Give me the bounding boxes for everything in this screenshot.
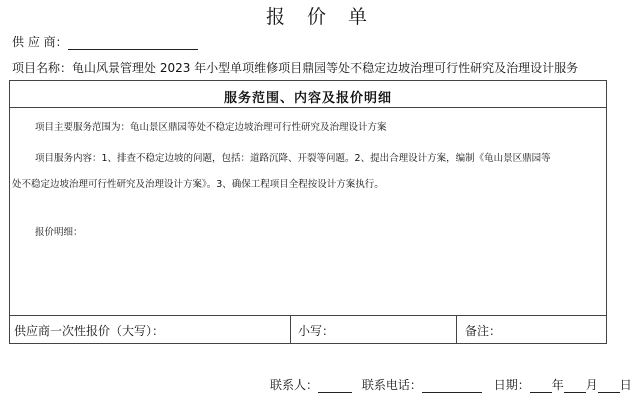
month-field[interactable] bbox=[564, 379, 586, 393]
year-field[interactable] bbox=[530, 379, 552, 393]
small-amount-cell[interactable] bbox=[298, 322, 334, 339]
note-label: 备注： bbox=[465, 324, 502, 338]
divider bbox=[290, 316, 291, 344]
footer-row bbox=[270, 376, 632, 393]
quote-table bbox=[9, 80, 607, 344]
month-label: 月 bbox=[585, 378, 598, 392]
year-label: 年 bbox=[551, 378, 564, 392]
price-detail-label: 报价明细： bbox=[35, 227, 83, 238]
section-title: 服务范围、内容及报价明细 bbox=[223, 91, 392, 106]
contact-field[interactable] bbox=[318, 379, 352, 393]
phone-label: 联系电话： bbox=[361, 378, 422, 392]
date-label: 日期： bbox=[493, 378, 530, 392]
divider bbox=[10, 107, 606, 108]
total-price-label: 供应商一次性报价（大写）： bbox=[14, 324, 165, 338]
service-content-line-2: 处不稳定边坡治理可行性研究及治理设计方案》。3、确保工程项目全程按设计方案执行。 bbox=[12, 179, 384, 190]
total-price-cell[interactable] bbox=[14, 322, 164, 339]
supplier-field[interactable] bbox=[68, 36, 198, 50]
page-title: 报 价 单 bbox=[265, 6, 376, 28]
divider bbox=[10, 315, 606, 316]
phone-field[interactable] bbox=[422, 379, 482, 393]
supplier-label: 供 应 商： bbox=[12, 35, 68, 49]
small-amount-label: 小写： bbox=[298, 324, 335, 338]
supplier-row bbox=[12, 33, 198, 50]
note-cell[interactable] bbox=[465, 322, 501, 339]
contact-label: 联系人： bbox=[270, 378, 319, 392]
project-name: 项目名称：龟山风景管理处 2023 年小型单项维修项目鼎园等处不稳定边坡治理可行性研究及治理设计服务 bbox=[12, 61, 579, 75]
day-label: 日 bbox=[619, 378, 632, 392]
divider bbox=[456, 316, 457, 344]
service-content-line-1: 项目服务内容：1、排查不稳定边坡的问题，包括：道路沉降、开裂等问题。2、提出合理设计方案，编制《龟山景区鼎园等 bbox=[35, 153, 551, 164]
service-scope: 项目主要服务范围为：龟山景区鼎园等处不稳定边坡治理可行性研究及治理设计方案 bbox=[35, 122, 387, 133]
day-field[interactable] bbox=[598, 379, 620, 393]
